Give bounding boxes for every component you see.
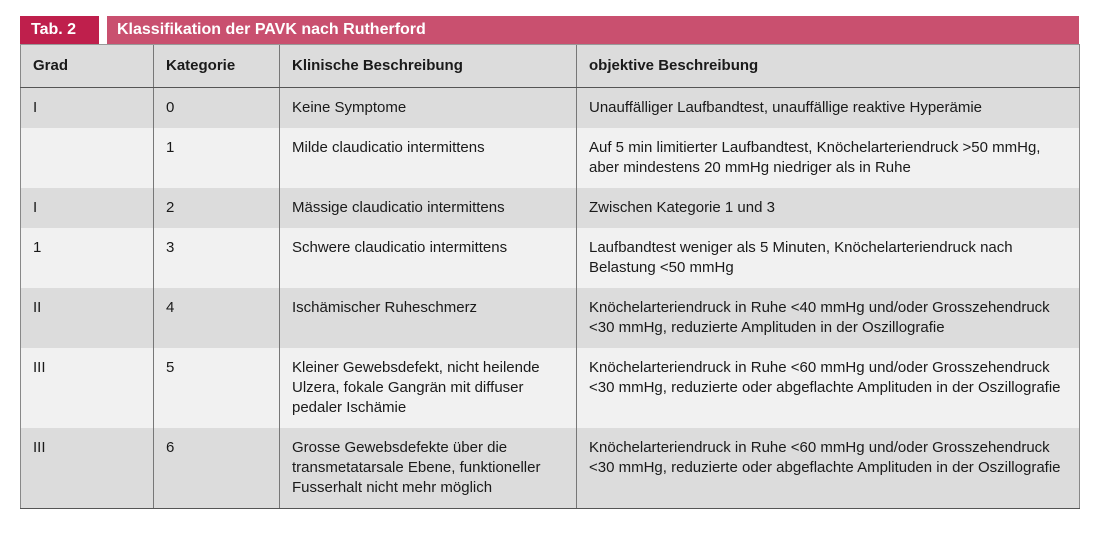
cell-grad: III xyxy=(21,348,154,428)
cell-objektiv: Unauffälliger Laufbandtest, unauffällige reaktive Hyperämie xyxy=(577,88,1080,129)
table-title: Klassifikation der PAVK nach Rutherford xyxy=(107,16,1079,44)
table-row xyxy=(21,88,1080,129)
table-row xyxy=(21,428,1080,509)
cell-kategorie: 1 xyxy=(154,128,280,188)
table-body xyxy=(21,88,1080,509)
cell-kategorie: 6 xyxy=(154,428,280,509)
cell-grad xyxy=(21,128,154,188)
table-titlebar xyxy=(20,16,1079,44)
table-number-label: Tab. 2 xyxy=(20,16,99,44)
cell-grad: II xyxy=(21,288,154,348)
table-frame xyxy=(20,16,1079,509)
cell-grad: III xyxy=(21,428,154,509)
table-row xyxy=(21,228,1080,288)
header-klinische-beschreibung: Klinische Beschreibung xyxy=(280,45,577,88)
cell-klinisch: Milde claudicatio intermittens xyxy=(280,128,577,188)
cell-objektiv: Zwischen Kategorie 1 und 3 xyxy=(577,188,1080,228)
cell-objektiv: Knöchelarteriendruck in Ruhe <60 mmHg und/oder Grosszehendruck <30 mmHg, reduzierte oder abgeflachte Amplituden in der Oszillografie xyxy=(577,428,1080,509)
cell-klinisch: Grosse Gewebsdefekte über die transmetatarsale Ebene, funktioneller Fusserhalt nicht mehr möglich xyxy=(280,428,577,509)
table-row xyxy=(21,128,1080,188)
cell-klinisch: Ischämischer Ruheschmerz xyxy=(280,288,577,348)
header-row xyxy=(21,45,1080,88)
cell-grad: 1 xyxy=(21,228,154,288)
cell-grad: I xyxy=(21,88,154,129)
titlebar-gap xyxy=(99,16,107,44)
cell-kategorie: 0 xyxy=(154,88,280,129)
table-row xyxy=(21,188,1080,228)
cell-kategorie: 2 xyxy=(154,188,280,228)
header-kategorie: Kategorie xyxy=(154,45,280,88)
cell-kategorie: 4 xyxy=(154,288,280,348)
cell-klinisch: Kleiner Gewebsdefekt, nicht heilende Ulzera, fokale Gangrän mit diffuser pedaler Ischämie xyxy=(280,348,577,428)
cell-objektiv: Auf 5 min limitierter Laufbandtest, Knöchelarteriendruck >50 mmHg, aber mindestens 20 mmHg niedriger als in Ruhe xyxy=(577,128,1080,188)
table-row xyxy=(21,348,1080,428)
header-grad: Grad xyxy=(21,45,154,88)
cell-objektiv: Knöchelarteriendruck in Ruhe <60 mmHg und/oder Grosszehendruck <30 mmHg, reduzierte oder abgeflachte Amplituden in der Oszillografie xyxy=(577,348,1080,428)
header-objektive-beschreibung: objektive Beschreibung xyxy=(577,45,1080,88)
cell-klinisch: Keine Symptome xyxy=(280,88,577,129)
cell-klinisch: Mässige claudicatio intermittens xyxy=(280,188,577,228)
table-header xyxy=(21,45,1080,88)
cell-objektiv: Knöchelarteriendruck in Ruhe <40 mmHg und/oder Grosszehendruck <30 mmHg, reduzierte Amplituden in der Oszillografie xyxy=(577,288,1080,348)
cell-klinisch: Schwere claudicatio intermittens xyxy=(280,228,577,288)
cell-objektiv: Laufbandtest weniger als 5 Minuten, Knöchelarteriendruck nach Belastung <50 mmHg xyxy=(577,228,1080,288)
rutherford-table xyxy=(20,44,1080,509)
table-row xyxy=(21,288,1080,348)
cell-kategorie: 3 xyxy=(154,228,280,288)
cell-kategorie: 5 xyxy=(154,348,280,428)
cell-grad: I xyxy=(21,188,154,228)
